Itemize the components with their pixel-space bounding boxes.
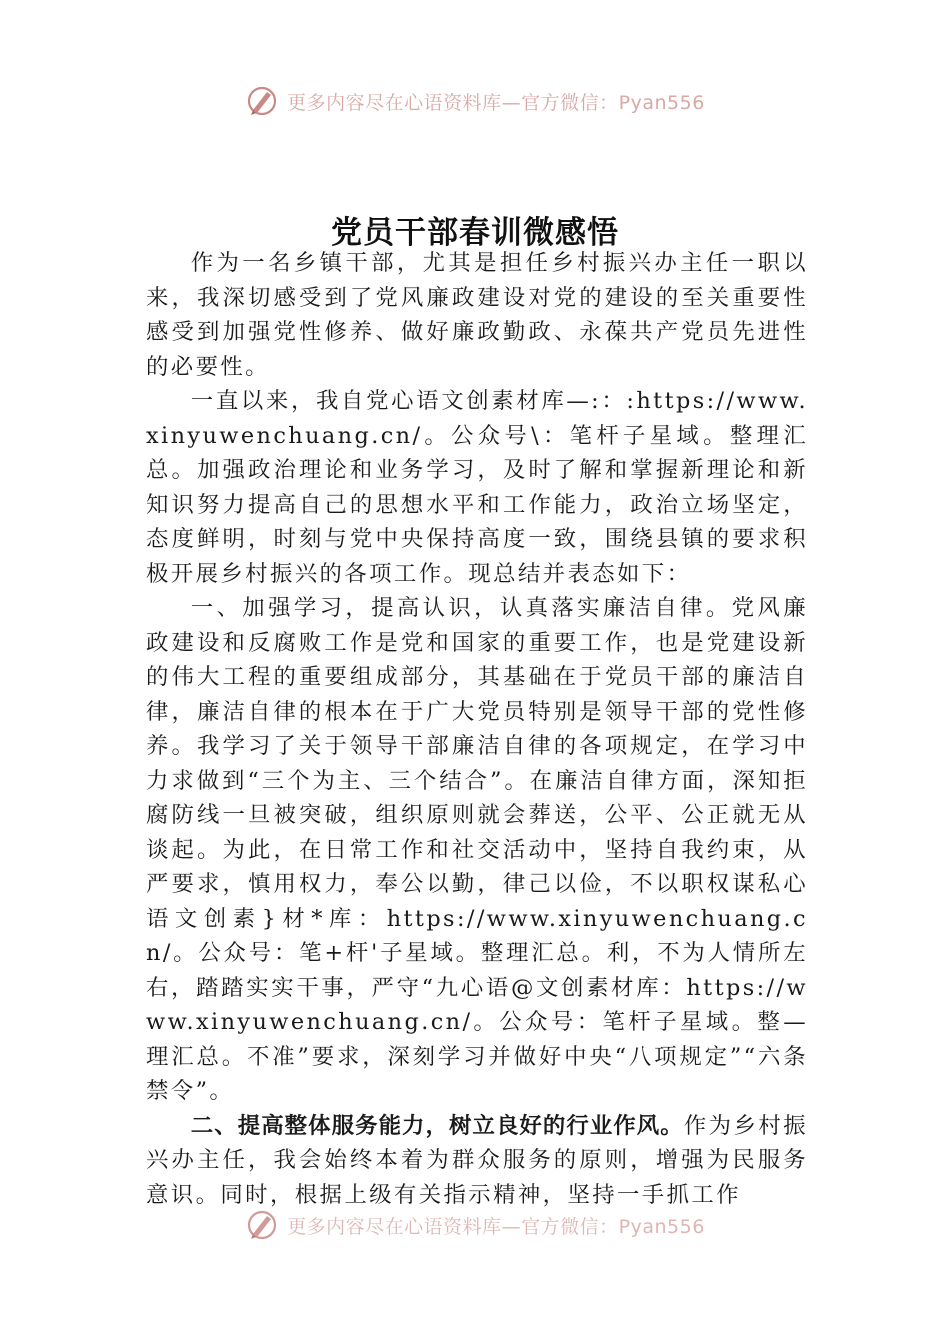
pen-logo-icon	[245, 1208, 279, 1242]
header-watermark	[0, 84, 950, 118]
footer-watermark	[0, 1208, 950, 1242]
document-title: 党员干部春训微感悟	[331, 214, 619, 251]
paragraph-section-one: 一、加强学习，提高认识，认真落实廉洁自律。党风廉政建设和反腐败工作是党和国家的重要工作，也是党建设新的伟大工程的重要组成部分，其基础在于党员干部的廉洁自律，廉洁自律的根本在于广大党员特别是领导干部的党性修养。我学习了关于领导干部廉洁自律的各项规定，在学习中力求做到“三个为主、三个结合”。在廉洁自律方面，深知拒腐防线一旦被突破，组织原则就会葬送，公平、公正就无从谈起。为此，在日常工作和社交活动中，坚持自我约束，从严要求，慎用权力，奉公以勤，律己以俭，不以职权谋私心语文创素}材*库：https://www.xinyuwenchuang.cn/。公众号：笔+杆'子星域。整理汇总。利，不为人情所左右，踏踏实实干事，严守“九心语@文创素材库：https://www.xinyuwenchuang.cn/。公众号：笔杆子星域。整—理汇总。不准”要求，深刻学习并做好中央“八项规定”“六条禁令”。	[146, 595, 808, 1104]
watermark-text: 更多内容尽在心语资料库—官方微信：Pyan556	[287, 1215, 705, 1238]
pen-logo-icon	[245, 84, 279, 118]
paragraph-section-two	[146, 1109, 808, 1213]
document-body	[146, 246, 808, 1214]
paragraph-study: 一直以来，我自党心语文创素材库—:：:https://www.xinyuwenchuang.cn/。公众号\：笔杆子星域。整理汇总。加强政治理论和业务学习，及时了解和掌握新理论和新知识努力提高自己的思想水平和工作能力，政治立场坚定，态度鲜明，时刻与党中央保持高度一致，围绕县镇的要求积极开展乡村振兴的各项工作。现总结并表态如下：	[146, 388, 808, 587]
paragraph-intro: 作为一名乡镇干部，尤其是担任乡村振兴办主任一职以来，我深切感受到了党风廉政建设对党的建设的至关重要性感受到加强党性修养、做好廉政勤政、永葆共产党员先进性的必要性。	[146, 250, 808, 380]
watermark-text: 更多内容尽在心语资料库—官方微信：Pyan556	[287, 91, 705, 114]
section-two-text: 作为乡村振兴办主任，我会始终本着为群众服务的原则，增强为民服务意识。同时，根据上级有关指示精神，坚持一手抓工作	[146, 1112, 808, 1208]
section-two-heading: 二、提高整体服务能力，树立良好的行业作风。	[190, 1112, 684, 1139]
